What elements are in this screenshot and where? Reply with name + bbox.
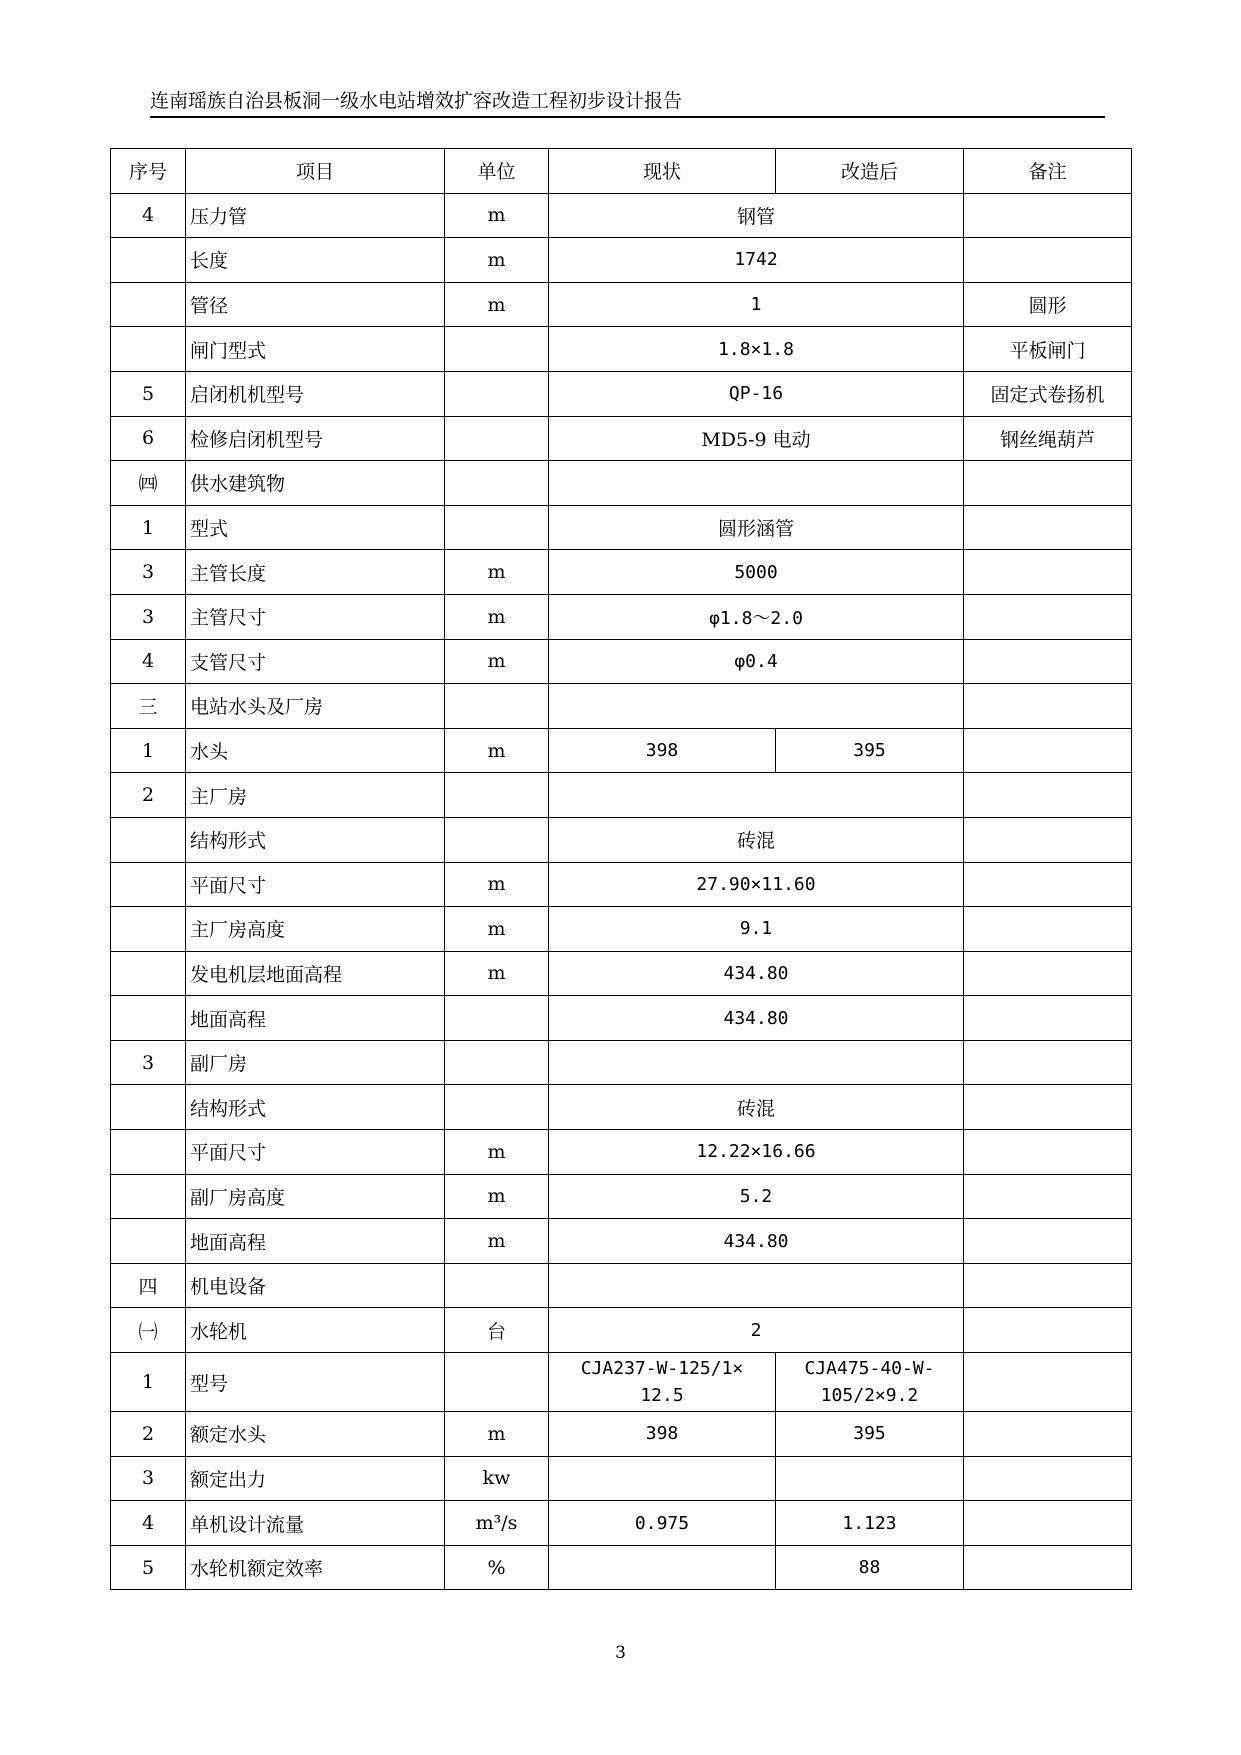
table-row — [111, 193, 1132, 238]
row-note — [964, 728, 1132, 773]
table-row — [111, 550, 1132, 595]
row-item: 闸门型式 — [186, 327, 445, 372]
row-seq: 3 — [111, 594, 186, 639]
row-item: 主厂房 — [186, 773, 445, 818]
row-item: 电站水头及厂房 — [186, 684, 445, 729]
row-seq — [111, 282, 186, 327]
table-row — [111, 238, 1132, 283]
row-seq: 1 — [111, 1353, 186, 1412]
row-item: 水轮机 — [186, 1308, 445, 1353]
row-value: QP-16 — [549, 371, 964, 416]
row-value: 砖混 — [549, 817, 964, 862]
row-note: 平板闸门 — [964, 327, 1132, 372]
row-seq — [111, 238, 186, 283]
row-unit: m — [445, 1412, 549, 1457]
row-unit — [445, 817, 549, 862]
row-after-value: 88 — [776, 1545, 964, 1590]
col-header-after: 改造后 — [776, 149, 964, 194]
document-header: 连南瑶族自治县板洞一级水电站增效扩容改造工程初步设计报告 — [150, 86, 1105, 118]
table-header-row — [111, 149, 1132, 194]
row-seq: 4 — [111, 639, 186, 684]
row-seq: 2 — [111, 1412, 186, 1457]
row-note — [964, 1040, 1132, 1085]
row-unit — [445, 773, 549, 818]
table-row — [111, 862, 1132, 907]
row-unit: m — [445, 1174, 549, 1219]
row-item: 副厂房 — [186, 1040, 445, 1085]
row-note — [964, 1219, 1132, 1264]
row-seq — [111, 1174, 186, 1219]
row-item: 机电设备 — [186, 1263, 445, 1308]
table-row — [111, 327, 1132, 372]
row-unit — [445, 416, 549, 461]
table-row — [111, 817, 1132, 862]
row-note — [964, 773, 1132, 818]
table-row — [111, 282, 1132, 327]
table-row — [111, 505, 1132, 550]
row-note — [964, 907, 1132, 952]
row-value — [549, 773, 964, 818]
row-before-value: 398 — [549, 728, 776, 773]
row-value: 434.80 — [549, 951, 964, 996]
row-item: 长度 — [186, 238, 445, 283]
row-after-value: 1.123 — [776, 1501, 964, 1546]
row-note — [964, 817, 1132, 862]
row-value — [549, 461, 964, 506]
row-seq: 1 — [111, 728, 186, 773]
table-row — [111, 1412, 1132, 1457]
row-before-value — [549, 1545, 776, 1590]
row-unit — [445, 327, 549, 372]
row-note — [964, 1085, 1132, 1130]
table-row — [111, 416, 1132, 461]
row-note — [964, 550, 1132, 595]
row-value: 钢管 — [549, 193, 964, 238]
row-unit: m³/s — [445, 1501, 549, 1546]
row-seq — [111, 1219, 186, 1264]
row-note — [964, 639, 1132, 684]
table-row — [111, 1456, 1132, 1501]
row-seq: 5 — [111, 371, 186, 416]
table-row — [111, 996, 1132, 1041]
row-item: 支管尺寸 — [186, 639, 445, 684]
row-note — [964, 684, 1132, 729]
row-unit — [445, 505, 549, 550]
row-seq: 3 — [111, 1040, 186, 1085]
col-header-note: 备注 — [964, 149, 1132, 194]
row-unit — [445, 1263, 549, 1308]
col-header-seq: 序号 — [111, 149, 186, 194]
row-seq: 四 — [111, 1263, 186, 1308]
table-row — [111, 684, 1132, 729]
row-value: 砖混 — [549, 1085, 964, 1130]
row-unit — [445, 684, 549, 729]
row-unit — [445, 371, 549, 416]
row-value: 圆形涵管 — [549, 505, 964, 550]
row-seq — [111, 862, 186, 907]
row-note — [964, 238, 1132, 283]
row-seq — [111, 907, 186, 952]
row-value: 5000 — [549, 550, 964, 595]
row-before-value: 0.975 — [549, 1501, 776, 1546]
row-note — [964, 1308, 1132, 1353]
row-item: 型号 — [186, 1353, 445, 1412]
row-before-line2: 12.5 — [640, 1385, 684, 1407]
row-value: φ0.4 — [549, 639, 964, 684]
row-before-value: 398 — [549, 1412, 776, 1457]
table-row — [111, 773, 1132, 818]
row-note — [964, 1263, 1132, 1308]
row-unit: m — [445, 282, 549, 327]
row-after-value — [776, 1353, 964, 1412]
row-seq — [111, 951, 186, 996]
row-before-value — [549, 1353, 776, 1412]
table-row — [111, 594, 1132, 639]
table-row — [111, 1174, 1132, 1219]
row-unit: 台 — [445, 1308, 549, 1353]
row-unit — [445, 1353, 549, 1412]
row-seq — [111, 1085, 186, 1130]
row-item: 结构形式 — [186, 1085, 445, 1130]
col-header-unit: 单位 — [445, 149, 549, 194]
row-unit: m — [445, 907, 549, 952]
row-unit: m — [445, 1219, 549, 1264]
table-row — [111, 1040, 1132, 1085]
row-seq: 1 — [111, 505, 186, 550]
row-unit: m — [445, 238, 549, 283]
row-item: 主管尺寸 — [186, 594, 445, 639]
row-seq: ㈠ — [111, 1308, 186, 1353]
row-value: 434.80 — [549, 996, 964, 1041]
row-item: 检修启闭机型号 — [186, 416, 445, 461]
row-unit: kw — [445, 1456, 549, 1501]
row-unit: m — [445, 550, 549, 595]
row-note — [964, 1353, 1132, 1412]
row-value: 9.1 — [549, 907, 964, 952]
row-value — [549, 684, 964, 729]
spec-table — [110, 148, 1132, 1590]
table-row — [111, 1130, 1132, 1175]
row-item: 副厂房高度 — [186, 1174, 445, 1219]
row-item: 管径 — [186, 282, 445, 327]
row-seq — [111, 1130, 186, 1175]
row-item: 启闭机机型号 — [186, 371, 445, 416]
row-note: 圆形 — [964, 282, 1132, 327]
spec-table-body — [111, 193, 1132, 1590]
row-seq: 4 — [111, 193, 186, 238]
row-item: 主厂房高度 — [186, 907, 445, 952]
row-note: 钢丝绳葫芦 — [964, 416, 1132, 461]
row-unit: m — [445, 728, 549, 773]
row-note — [964, 1456, 1132, 1501]
row-value — [549, 1040, 964, 1085]
table-row — [111, 728, 1132, 773]
row-note — [964, 996, 1132, 1041]
row-seq: 4 — [111, 1501, 186, 1546]
row-unit: m — [445, 951, 549, 996]
row-unit — [445, 996, 549, 1041]
row-value: φ1.8～2.0 — [549, 594, 964, 639]
row-after-line2: 105/2×9.2 — [820, 1385, 919, 1407]
row-item: 单机设计流量 — [186, 1501, 445, 1546]
row-value — [549, 1263, 964, 1308]
row-unit: m — [445, 594, 549, 639]
table-row — [111, 951, 1132, 996]
row-unit: m — [445, 639, 549, 684]
col-header-item: 项目 — [186, 149, 445, 194]
row-value: 2 — [549, 1308, 964, 1353]
row-unit: m — [445, 862, 549, 907]
row-after-value — [776, 1456, 964, 1501]
row-item: 主管长度 — [186, 550, 445, 595]
row-note — [964, 862, 1132, 907]
table-row — [111, 1263, 1132, 1308]
row-item: 水头 — [186, 728, 445, 773]
row-item: 水轮机额定效率 — [186, 1545, 445, 1590]
row-unit: m — [445, 1130, 549, 1175]
row-value: MD5-9 电动 — [549, 416, 964, 461]
row-note — [964, 461, 1132, 506]
row-seq: 三 — [111, 684, 186, 729]
table-row — [111, 1501, 1132, 1546]
table-row — [111, 907, 1132, 952]
row-value: 5.2 — [549, 1174, 964, 1219]
row-item: 平面尺寸 — [186, 1130, 445, 1175]
row-value: 12.22×16.66 — [549, 1130, 964, 1175]
row-item: 型式 — [186, 505, 445, 550]
row-note — [964, 1412, 1132, 1457]
row-note — [964, 1501, 1132, 1546]
row-value: 1742 — [549, 238, 964, 283]
row-item: 额定出力 — [186, 1456, 445, 1501]
table-row — [111, 1085, 1132, 1130]
row-item: 发电机层地面高程 — [186, 951, 445, 996]
row-unit — [445, 1085, 549, 1130]
row-note — [964, 594, 1132, 639]
row-note — [964, 1545, 1132, 1590]
row-note — [964, 193, 1132, 238]
row-unit: % — [445, 1545, 549, 1590]
row-value: 1 — [549, 282, 964, 327]
row-before-value — [549, 1456, 776, 1501]
row-note — [964, 505, 1132, 550]
row-note — [964, 1174, 1132, 1219]
row-seq — [111, 817, 186, 862]
row-after-value: 395 — [776, 1412, 964, 1457]
row-note — [964, 1130, 1132, 1175]
row-item: 地面高程 — [186, 996, 445, 1041]
row-seq: 5 — [111, 1545, 186, 1590]
page-number: 3 — [615, 1643, 626, 1663]
row-after-line1: CJA475-40-W- — [804, 1358, 935, 1380]
row-value: 1.8×1.8 — [549, 327, 964, 372]
row-unit — [445, 461, 549, 506]
row-seq: ㈣ — [111, 461, 186, 506]
row-seq: 6 — [111, 416, 186, 461]
table-row — [111, 461, 1132, 506]
row-item: 供水建筑物 — [186, 461, 445, 506]
row-seq: 3 — [111, 550, 186, 595]
table-row — [111, 639, 1132, 684]
row-value: 27.90×11.60 — [549, 862, 964, 907]
table-row — [111, 371, 1132, 416]
row-after-value: 395 — [776, 728, 964, 773]
table-row — [111, 1219, 1132, 1264]
table-row — [111, 1545, 1132, 1590]
row-seq — [111, 327, 186, 372]
row-seq: 2 — [111, 773, 186, 818]
row-value: 434.80 — [549, 1219, 964, 1264]
table-row — [111, 1308, 1132, 1353]
row-item: 压力管 — [186, 193, 445, 238]
table-row — [111, 1353, 1132, 1412]
row-unit — [445, 1040, 549, 1085]
row-seq: 3 — [111, 1456, 186, 1501]
row-seq — [111, 996, 186, 1041]
row-before-line1: CJA237-W-125/1× — [580, 1358, 744, 1380]
row-note — [964, 951, 1132, 996]
row-item: 结构形式 — [186, 817, 445, 862]
row-unit: m — [445, 193, 549, 238]
col-header-before: 现状 — [549, 149, 776, 194]
row-item: 额定水头 — [186, 1412, 445, 1457]
row-item: 平面尺寸 — [186, 862, 445, 907]
row-item: 地面高程 — [186, 1219, 445, 1264]
row-note: 固定式卷扬机 — [964, 371, 1132, 416]
